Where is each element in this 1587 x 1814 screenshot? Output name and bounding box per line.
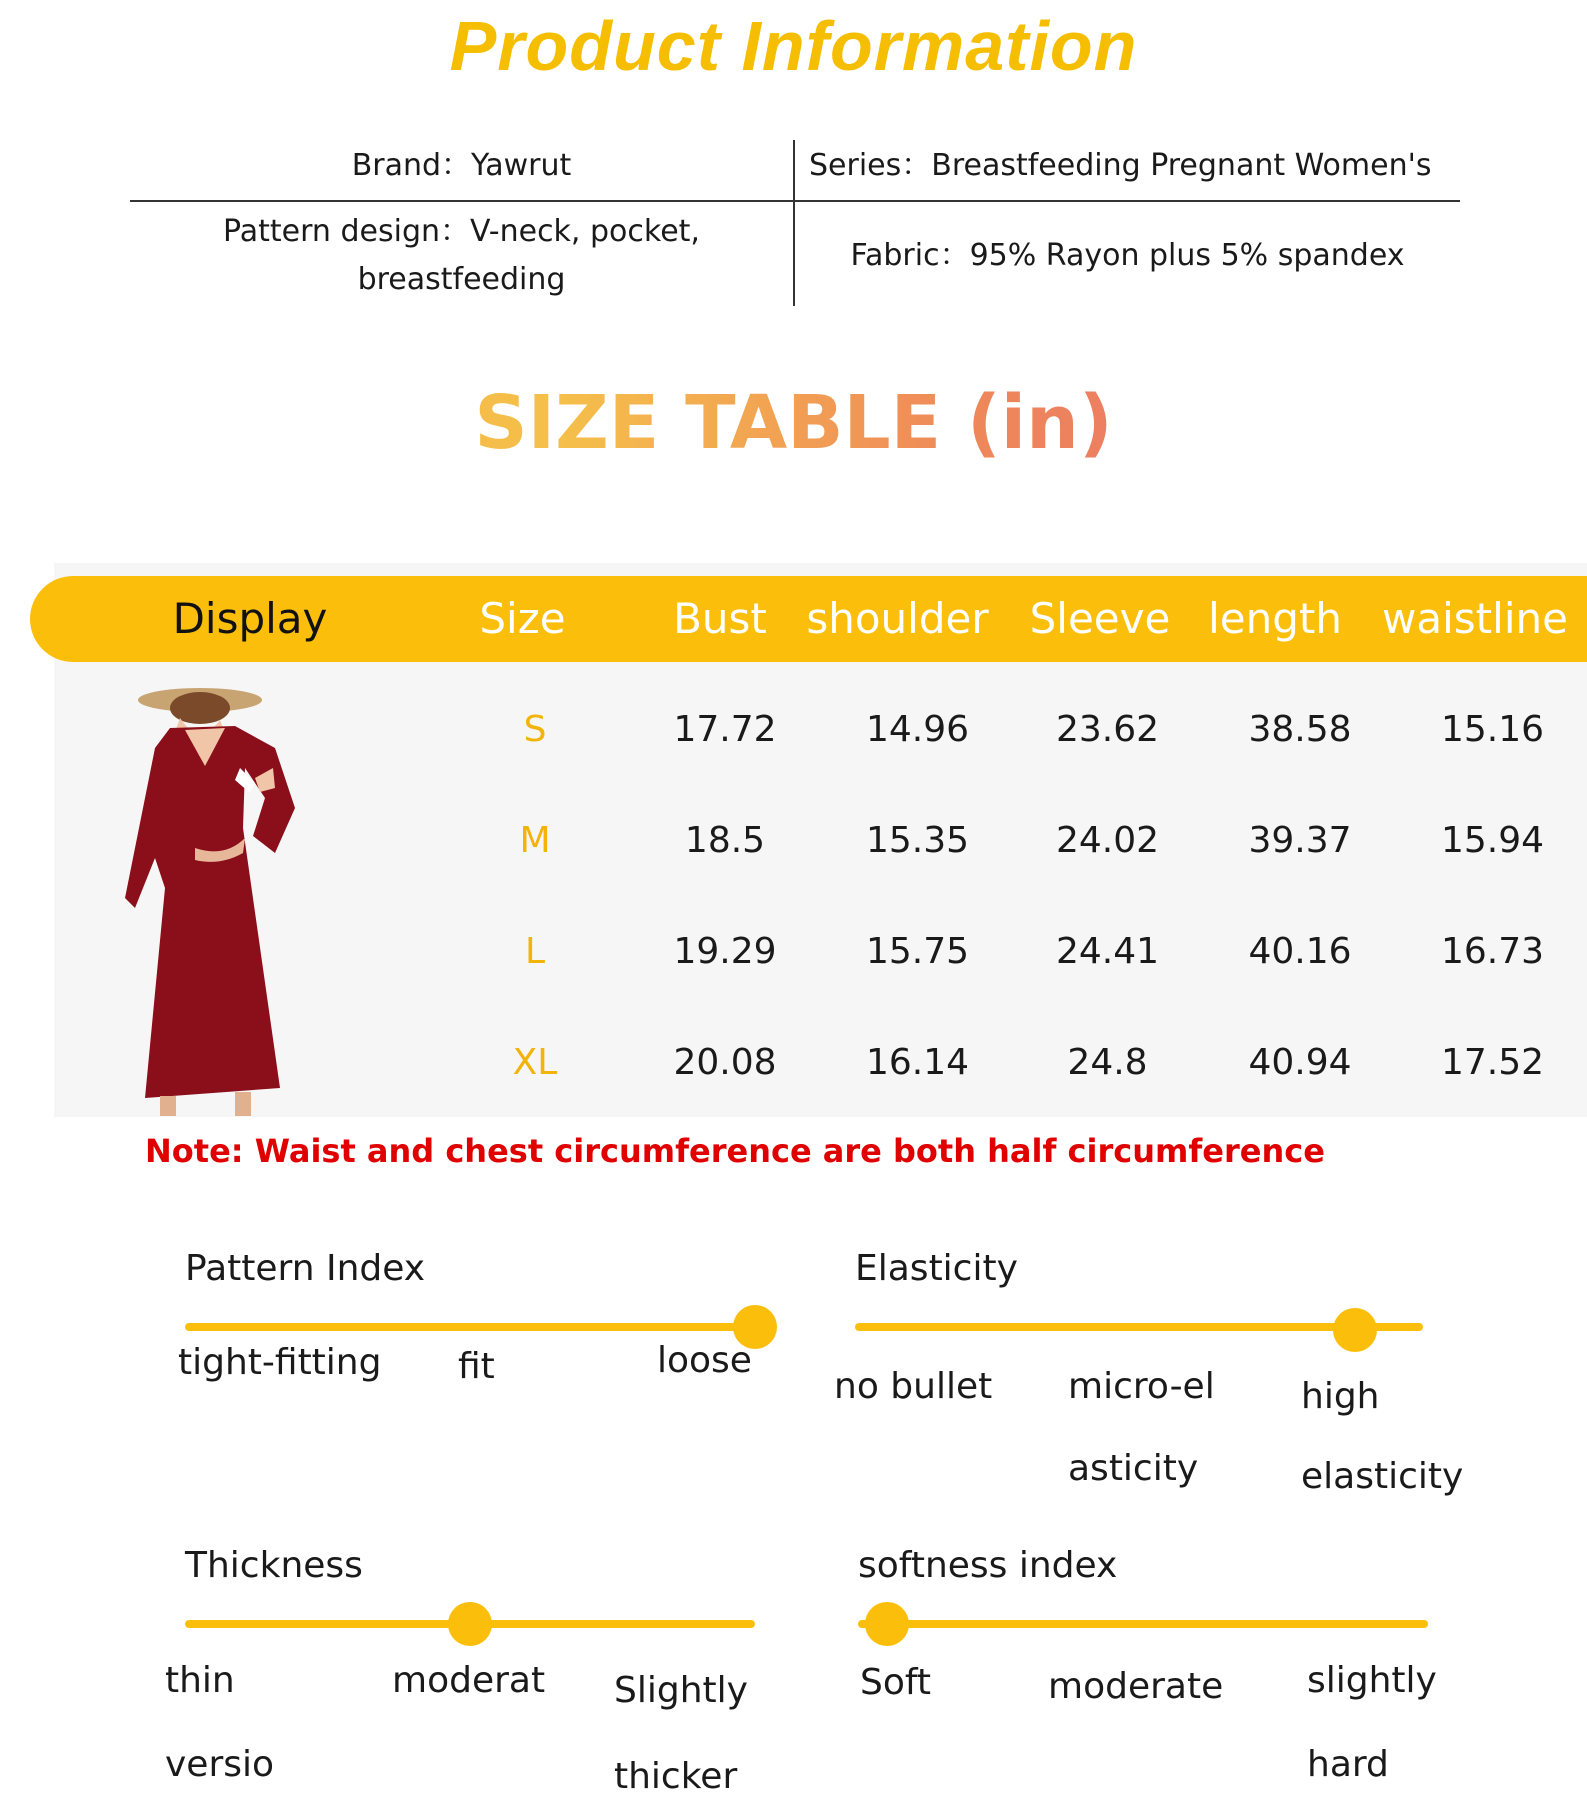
header-bust: Bust [673, 594, 767, 643]
softness-label-slightly: slightly [1307, 1660, 1437, 1701]
elasticity-label-no-bullet: no bullet [834, 1366, 993, 1407]
header-length: length [1208, 594, 1342, 643]
thickness-label-thin: thin [165, 1660, 235, 1701]
row-l-sleeve: 24.41 [1055, 931, 1160, 972]
softness-label-moderate: moderate [1048, 1666, 1224, 1707]
row-m-bust: 18.5 [684, 820, 766, 861]
row-xl-bust: 20.08 [673, 1042, 777, 1083]
info-divider-horizontal [130, 200, 1460, 202]
pattern-index-track [185, 1323, 755, 1331]
elasticity-label-high: high [1301, 1376, 1380, 1417]
pattern-label-tight: tight-fitting [178, 1342, 382, 1383]
row-l-shoulder: 15.75 [865, 931, 970, 972]
pattern-design-text: Pattern design：V-neck, pocket, [223, 214, 700, 249]
header-size: Size [479, 594, 566, 643]
row-xl-shoulder: 16.14 [865, 1042, 970, 1083]
brand-text: Brand：Yawrut [351, 148, 572, 183]
row-m-shoulder: 15.35 [865, 820, 970, 861]
elasticity-label-micro: micro-el [1068, 1366, 1215, 1407]
elasticity-label-micro-cont: asticity [1068, 1448, 1199, 1489]
row-s-size: S [523, 709, 547, 750]
row-s-shoulder: 14.96 [865, 709, 970, 750]
series-text: Series：Breastfeeding Pregnant Women's [809, 148, 1432, 183]
row-m-sleeve: 24.02 [1055, 820, 1160, 861]
pattern-design-text-cont: breastfeeding [357, 262, 566, 297]
size-table-title: SIZE TABLE (in) [0, 380, 1587, 466]
thickness-title: Thickness [185, 1545, 363, 1586]
row-m-length: 39.37 [1248, 820, 1352, 861]
header-display: Display [172, 594, 328, 643]
header-waistline: waistline [1382, 594, 1568, 643]
thickness-label-moderate: moderat [392, 1660, 546, 1701]
size-note: Note: Waist and chest circumference are both half circumference [145, 1132, 1325, 1170]
softness-label-hard: hard [1307, 1744, 1389, 1785]
row-l-bust: 19.29 [673, 931, 777, 972]
pattern-label-loose: loose [657, 1340, 752, 1381]
row-s-sleeve: 23.62 [1055, 709, 1160, 750]
row-l-length: 40.16 [1248, 931, 1352, 972]
fabric-text: Fabric：95% Rayon plus 5% spandex [850, 238, 1405, 273]
dress-product-image [125, 688, 335, 1116]
elasticity-title: Elasticity [855, 1248, 1018, 1289]
row-s-bust: 17.72 [673, 709, 777, 750]
elasticity-knob [1333, 1308, 1377, 1352]
softness-label-soft: Soft [860, 1662, 932, 1703]
row-xl-sleeve: 24.8 [1067, 1042, 1148, 1083]
thickness-knob [448, 1602, 492, 1646]
elasticity-label-high-cont: elasticity [1301, 1456, 1464, 1497]
pattern-label-fit: fit [458, 1346, 495, 1387]
thickness-label-slightly: Slightly [614, 1670, 748, 1711]
row-l-size: L [524, 931, 546, 972]
thickness-label-thin-cont: versio [165, 1744, 275, 1785]
row-xl-length: 40.94 [1248, 1042, 1352, 1083]
row-xl-waistline: 17.52 [1440, 1042, 1545, 1083]
row-m-waistline: 15.94 [1440, 820, 1545, 861]
header-sleeve: Sleeve [1029, 594, 1171, 643]
softness-track [858, 1620, 1428, 1628]
softness-title: softness index [858, 1545, 1118, 1586]
row-l-waistline: 16.73 [1440, 931, 1545, 972]
row-s-length: 38.58 [1248, 709, 1352, 750]
softness-knob [865, 1602, 909, 1646]
row-s-waistline: 15.16 [1440, 709, 1545, 750]
pattern-index-title: Pattern Index [185, 1248, 426, 1289]
row-xl-size: XL [512, 1042, 558, 1083]
thickness-label-thicker: thicker [614, 1756, 738, 1797]
row-m-size: M [519, 820, 551, 861]
page-title: Product Information [449, 7, 1138, 85]
header-shoulder: shoulder [806, 594, 989, 643]
